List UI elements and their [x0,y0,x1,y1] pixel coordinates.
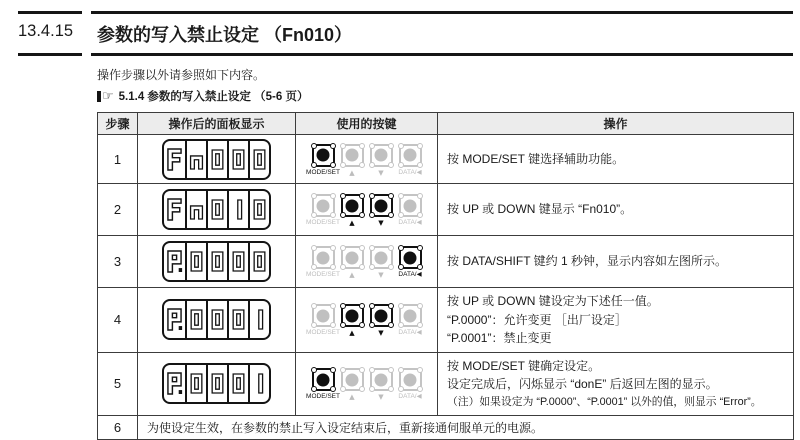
col-header-operation: 操作 [438,113,794,135]
key-data-shift [397,142,423,177]
display-digit [248,191,269,228]
keys-cell [296,288,438,353]
table-row-2 [98,184,794,236]
key-label: ▼ [378,168,384,177]
reference-text: 5.1.4 参数的写入禁止设定 （5-6 页） [118,91,309,103]
key-data-shift [397,192,423,227]
key-label: DATA/◀ [398,219,422,226]
key-label: MODE/SET [306,168,340,176]
display-digit [164,243,185,280]
key-button-icon [399,246,422,269]
section-number: 13.4.15 [18,11,82,56]
key-button-icon [341,246,364,269]
keypad [306,302,423,338]
key-label: MODE/SET [306,271,340,278]
display-digit [227,243,248,280]
table-row-6 [98,415,794,439]
display-digit [164,301,185,338]
display-digit [227,301,248,338]
display-digit [185,301,206,338]
key-up-arrow [339,192,365,227]
display-digit [164,191,185,228]
key-button-icon [370,304,393,327]
step-number: 2 [98,184,138,236]
panel-display [162,139,271,180]
operation-text: 设定完成后，闪烁显示 “donE” 后返回左图的显示。 [447,377,718,392]
key-label: DATA/◀ [398,329,422,337]
key-label: ▲ [349,168,355,177]
display-digit [248,365,269,402]
key-button-icon [312,246,335,269]
display-digit [185,191,206,228]
key-button-icon [341,368,364,391]
key-label: ▼ [378,329,384,338]
table-row-4 [98,288,794,353]
display-digit [206,141,227,178]
key-up-arrow [339,302,365,337]
operation-text: 按 DATA/SHIFT 键约 1 秒钟，显示内容如左图所示。 [447,254,728,269]
key-label: DATA/◀ [398,271,422,278]
operation-cell [438,184,794,236]
final-note-text: 为使设定生效，在参数的禁止写入设定结束后，重新接通伺服单元的电源。 [138,415,794,439]
intro-text: 操作步骤以外请参照如下内容。 [97,68,266,82]
key-up-arrow [339,244,365,279]
key-label: MODE/SET [306,393,340,401]
keys-cell [296,184,438,236]
keys-cell [296,135,438,184]
reference-line [97,88,800,104]
key-mode-set [306,366,340,401]
key-mode-set [306,244,340,279]
operation-text: “P.0000”：允许变更 ［出厂设定］ [447,312,627,327]
step-number: 1 [98,135,138,184]
display-digit [185,243,206,280]
key-button-icon [370,194,393,217]
step-number: 6 [98,415,138,439]
pointing-hand-icon: ☞ [97,90,114,103]
display-digit [164,365,185,402]
operation-text: 按 MODE/SET 键确定设定。 [447,358,601,373]
key-button-icon [370,144,393,167]
table-header-row [98,113,794,135]
key-button-icon [399,304,422,327]
title-bar [18,11,793,56]
panel-display-cell [138,352,296,415]
panel-display-cell [138,288,296,353]
key-button-icon [399,194,422,217]
operation-cell [438,352,794,415]
display-digit [164,141,185,178]
key-button-icon [312,304,335,327]
key-up-arrow [339,366,365,401]
key-button-icon [399,368,422,391]
key-data-shift [397,366,423,401]
key-data-shift [397,244,423,279]
key-label: MODE/SET [306,329,340,337]
steps-table [97,112,794,440]
key-label: DATA/◀ [398,393,422,401]
key-label: DATA/◀ [398,168,422,176]
key-mode-set [306,192,340,227]
col-header-keys: 使用的按键 [296,113,438,135]
key-label: MODE/SET [306,219,340,226]
key-button-icon [399,144,422,167]
key-down-arrow [368,366,394,401]
key-button-icon [312,368,335,391]
keypad [306,192,423,227]
key-label: ▲ [349,393,355,402]
key-mode-set [306,302,340,337]
key-button-icon [370,246,393,269]
panel-display-cell [138,135,296,184]
table-row-5 [98,352,794,415]
step-number: 3 [98,236,138,288]
key-label: ▲ [349,271,355,279]
display-digit [227,191,248,228]
panel-display [162,189,271,230]
display-digit [206,301,227,338]
operation-text: 按 MODE/SET 键选择辅助功能。 [447,151,625,166]
key-button-icon [341,194,364,217]
key-down-arrow [368,302,394,337]
key-down-arrow [368,244,394,279]
key-down-arrow [368,142,394,177]
key-button-icon [341,304,364,327]
keypad [306,366,423,402]
operation-text: 按 UP 或 DOWN 键显示 “Fn010”。 [447,202,633,217]
panel-display-cell [138,236,296,288]
key-up-arrow [339,142,365,177]
operation-cell [438,135,794,184]
keypad [306,142,423,177]
panel-display [162,299,271,340]
table-row-3 [98,236,794,288]
page-title: 参数的写入禁止设定 （Fn010） [91,11,793,56]
operation-cell [438,236,794,288]
key-button-icon [370,368,393,391]
display-digit [248,301,269,338]
key-button-icon [312,144,335,167]
key-mode-set [306,142,340,177]
key-label: ▼ [378,271,384,279]
panel-display-cell [138,184,296,236]
key-label: ▲ [349,219,355,227]
key-label: ▼ [378,393,384,402]
keys-cell [296,236,438,288]
display-digit [248,243,269,280]
step-number: 5 [98,352,138,415]
display-digit [185,365,206,402]
col-header-step: 步骤 [98,113,138,135]
operation-text: “P.0001”：禁止变更 [447,331,552,346]
display-digit [248,141,269,178]
display-digit [206,365,227,402]
panel-display [162,241,271,282]
display-digit [185,141,206,178]
key-button-icon [341,144,364,167]
col-header-display: 操作后的面板显示 [138,113,296,135]
display-digit [206,243,227,280]
operation-text: 按 UP 或 DOWN 键设定为下述任一值。 [447,294,659,308]
step-number: 4 [98,288,138,353]
key-label: ▼ [378,219,384,227]
panel-display [162,363,271,404]
display-digit [206,191,227,228]
key-button-icon [312,194,335,217]
key-label: ▲ [349,329,355,338]
key-data-shift [397,302,423,337]
keypad [306,244,423,279]
operation-cell [438,288,794,353]
operation-note-text: （注）如果设定为 “P.0000”、“P.0001” 以外的值，则显示 “Error”。 [447,395,762,408]
keys-cell [296,352,438,415]
key-down-arrow [368,192,394,227]
display-digit [227,365,248,402]
display-digit [227,141,248,178]
table-row-1 [98,135,794,184]
